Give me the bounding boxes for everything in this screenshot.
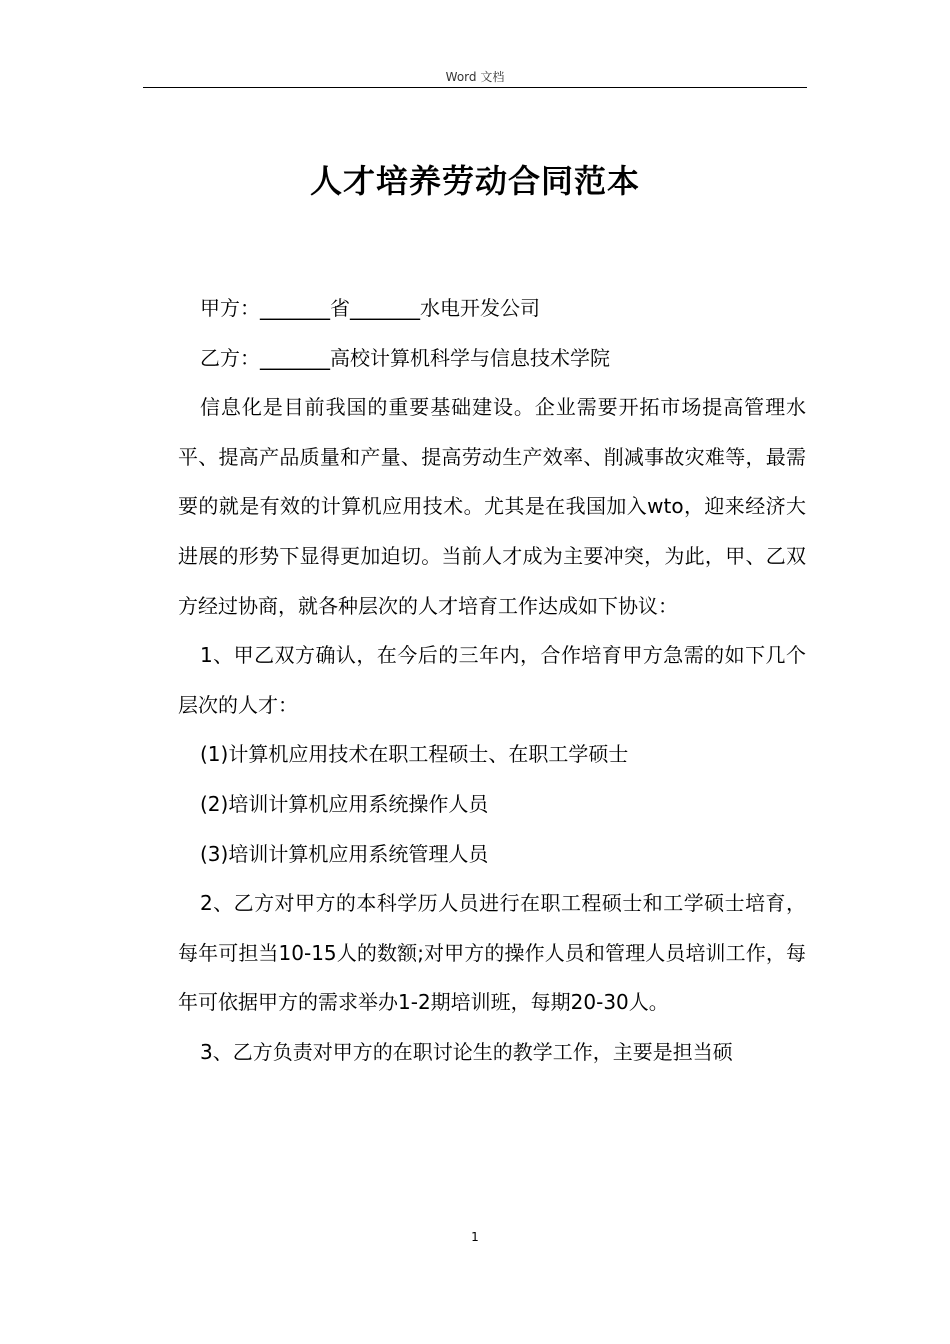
page-number: 1: [471, 1230, 479, 1244]
document-body: [178, 284, 806, 1078]
clause-1: 1、甲乙双方确认，在今后的三年内，合作培育甲方急需的如下几个层次的人才：: [178, 643, 806, 717]
clause-1-item-1: (1)计算机应用技术在职工程硕士、在职工学硕士: [200, 742, 629, 767]
party-b-line: 乙方：_______高校计算机科学与信息技术学院: [200, 345, 610, 370]
intro-paragraph: 信息化是目前我国的重要基础建设。企业需要开拓市场提高管理水平、提高产品质量和产量、提高劳动生产效率、削减事故灾难等，最需要的就是有效的计算机应用技术。尤其是在我国加入wto，迎来经济大进展的形势下显得更加迫切。当前人才成为主要冲突，为此，甲、乙双方经过协商，就各种层次的人才培育工作达成如下协议：: [178, 395, 806, 618]
party-a-line: 甲方：_______省_______水电开发公司: [200, 296, 540, 320]
clause-2: 2、乙方对甲方的本科学历人员进行在职工程硕士和工学硕士培育，每年可担当10-15人的数额;对甲方的操作人员和管理人员培训工作，每年可依据甲方的需求举办1-2期培训班，每期20-30人。: [178, 891, 806, 1015]
page-header: Word 文档: [445, 70, 505, 84]
document-title: 人才培养劳动合同范本: [309, 162, 640, 200]
clause-1-item-2: (2)培训计算机应用系统操作人员: [200, 791, 489, 816]
header-divider: [143, 87, 807, 88]
clause-1-item-3: (3)培训计算机应用系统管理人员: [200, 841, 489, 866]
clause-3: 3、乙方负责对甲方的在职讨论生的教学工作，主要是担当硕: [200, 1039, 733, 1064]
